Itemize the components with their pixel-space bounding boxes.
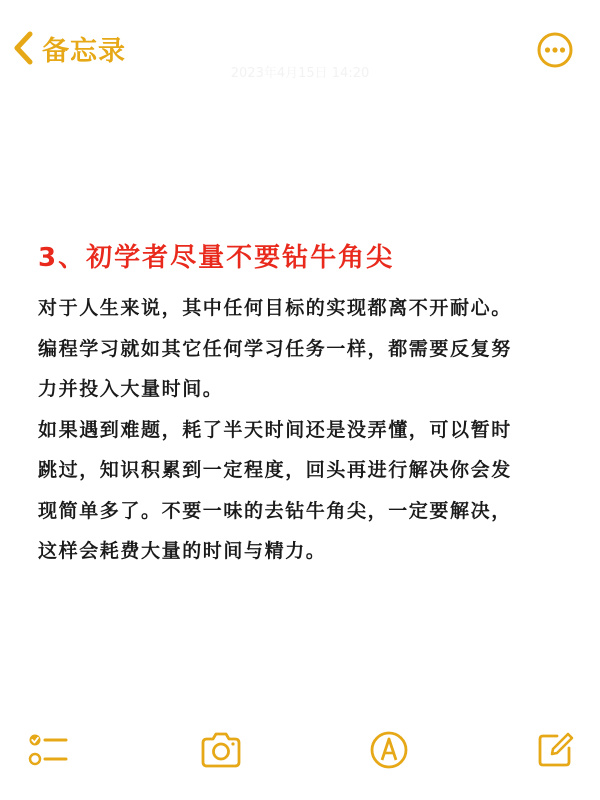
note-content[interactable] (38, 238, 568, 572)
note-line: 编程学习就如其它任何学习任务一样，都需要反复努 (38, 337, 512, 360)
note-body (38, 288, 568, 572)
chevron-left-icon (12, 30, 34, 66)
compose-icon (533, 728, 577, 772)
camera-button[interactable] (199, 728, 243, 772)
camera-icon (199, 728, 243, 772)
compose-button[interactable] (533, 728, 577, 772)
navigation-bar (0, 0, 600, 96)
markup-button[interactable] (367, 728, 411, 772)
markup-pen-icon (367, 728, 411, 772)
back-label: 备忘录 (42, 35, 126, 67)
note-line: 对于人生来说，其中任何目标的实现都离不开耐心。 (38, 297, 512, 319)
note-line: 现简单多了。不要一味的去钻牛角尖，一定要解决， (38, 499, 512, 522)
note-timestamp: 2023年4月15日 14:20 (230, 66, 370, 81)
note-line: 这样会耗费大量的时间与精力。 (38, 540, 327, 562)
note-line: 跳过，知识积累到一定程度，回头再进行解决你会发 (38, 459, 512, 481)
checklist-button[interactable] (26, 728, 70, 772)
note-line: 如果遇到难题，耗了半天时间还是没弄懂，可以暂时 (38, 418, 512, 441)
checklist-icon (26, 728, 70, 772)
note-line: 力并投入大量时间。 (38, 378, 224, 400)
note-heading: 3、初学者尽量不要钻牛角尖 (38, 243, 395, 273)
bottom-toolbar (0, 720, 600, 780)
